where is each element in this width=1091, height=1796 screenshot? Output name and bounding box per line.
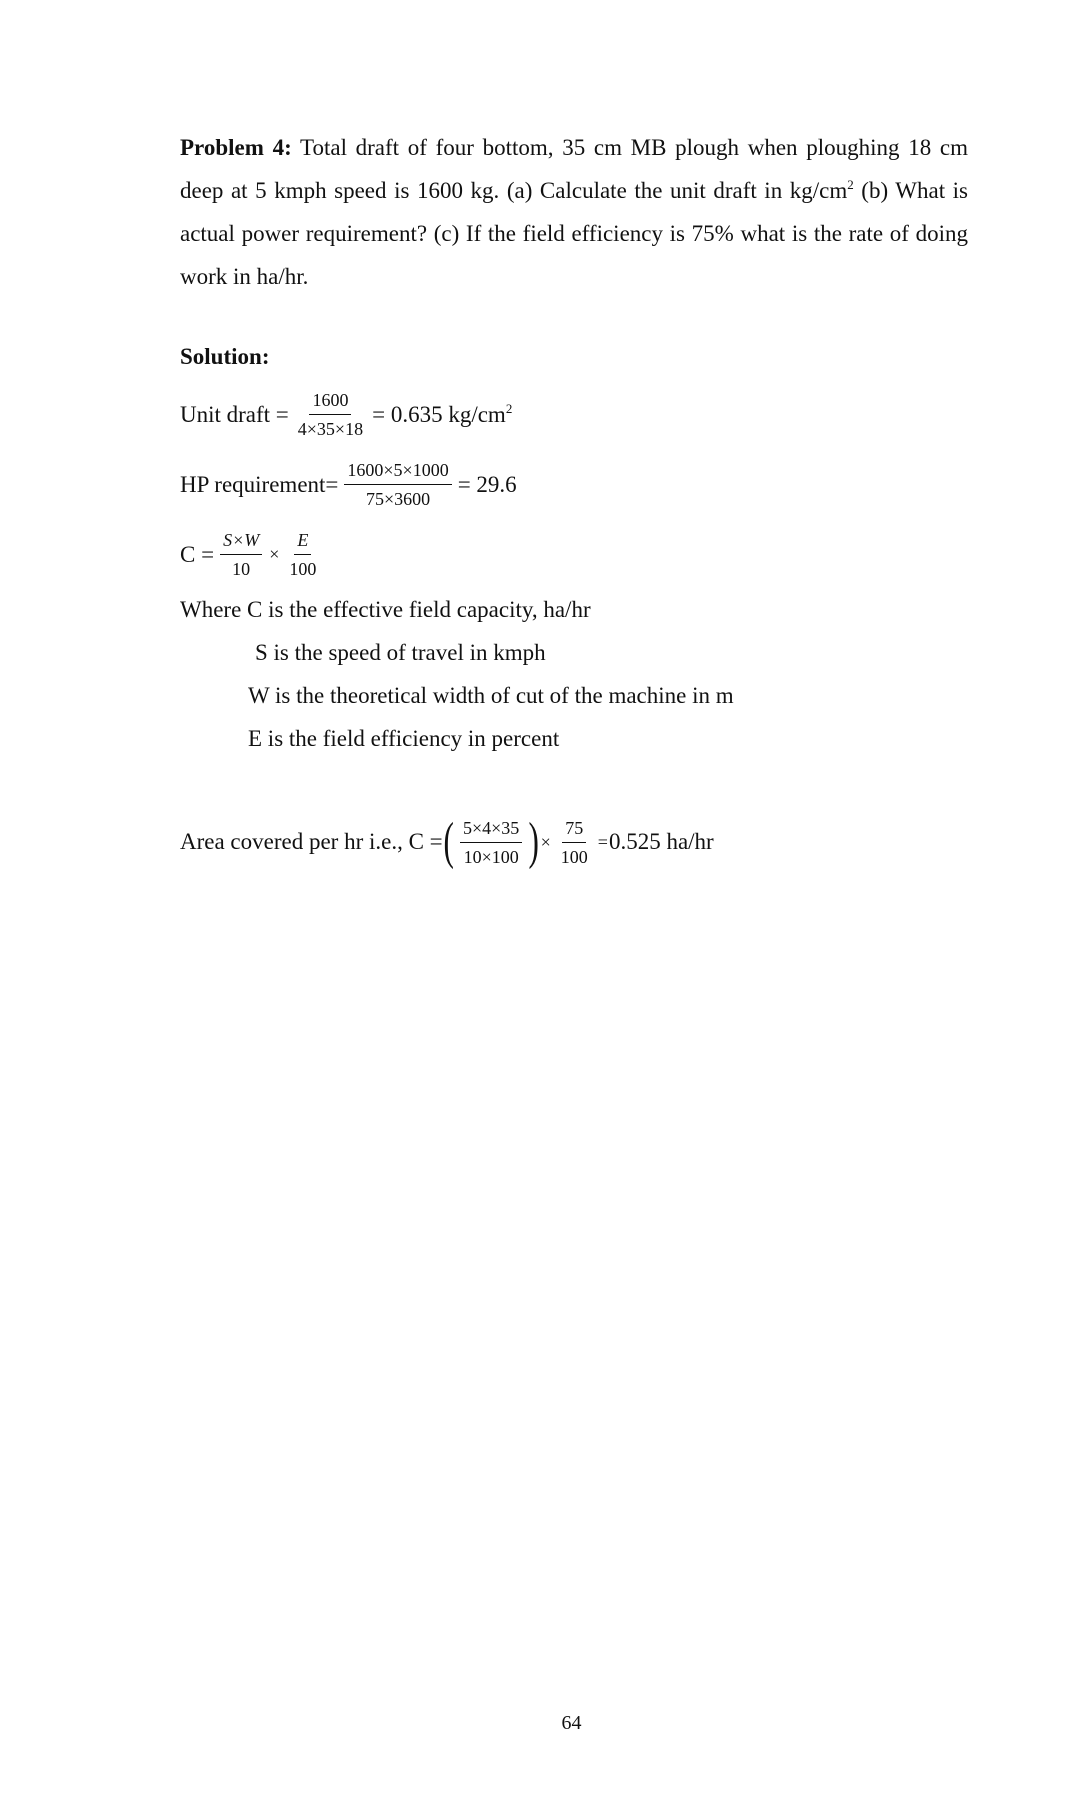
hp-requirement-label: HP requirement= bbox=[180, 471, 339, 497]
capacity-fraction-2-numerator: E bbox=[297, 530, 309, 550]
unit-draft-fraction bbox=[295, 389, 366, 440]
capacity-formula bbox=[180, 529, 325, 580]
close-parenthesis: ) bbox=[528, 813, 540, 870]
problem-label: Problem 4: bbox=[180, 135, 292, 160]
hp-requirement-denominator: 75×3600 bbox=[365, 489, 431, 509]
area-fraction-1-numerator: 5×4×35 bbox=[460, 817, 522, 843]
hp-requirement-result: = 29.6 bbox=[457, 471, 517, 497]
area-fraction-2 bbox=[558, 817, 591, 868]
area-label: Area covered per hr i.e., C = bbox=[180, 829, 443, 854]
hp-requirement-numerator: 1600×5×1000 bbox=[344, 459, 451, 485]
solution-heading: Solution: bbox=[180, 344, 270, 369]
area-result: 0.525 ha/hr bbox=[608, 829, 714, 854]
problem-text-end: (b) What is actual power requirement? (c) If the field efficiency is 75% what is the rate of doing work in ha/hr. bbox=[180, 178, 968, 289]
capacity-formula-label: C = bbox=[180, 541, 215, 567]
page-number: 64 bbox=[561, 1712, 582, 1734]
capacity-fraction-1-numerator: S×W bbox=[223, 530, 260, 550]
unit-draft-equation bbox=[180, 389, 512, 440]
where-line-w: W is the theoretical width of cut of the machine in m bbox=[248, 683, 734, 708]
where-line-e: E is the field efficiency in percent bbox=[248, 726, 560, 751]
area-times-symbol: × bbox=[540, 831, 551, 852]
where-line-s: S is the speed of travel in kmph bbox=[255, 640, 546, 665]
area-fraction-1 bbox=[460, 817, 522, 868]
problem-text: Total draft of four bottom, 35 cm MB plough when ploughing 18 cm deep at 5 kmph speed is 1600 kg. (a) Calculate the unit draft in kg/cm bbox=[180, 135, 968, 203]
hp-requirement-fraction bbox=[344, 459, 451, 510]
problem-text-sup: 2 bbox=[847, 177, 854, 192]
problem-statement bbox=[180, 126, 968, 298]
unit-draft-denominator: 4×35×18 bbox=[297, 419, 364, 439]
open-parenthesis: ( bbox=[443, 813, 454, 870]
capacity-fraction-2 bbox=[286, 529, 319, 580]
area-fraction-1-denominator: 10×100 bbox=[463, 846, 519, 867]
area-fraction-2-numerator: 75 bbox=[562, 817, 586, 843]
capacity-fraction-2-denominator: 100 bbox=[289, 559, 317, 579]
times-symbol: × bbox=[269, 544, 280, 564]
area-equation bbox=[180, 813, 714, 870]
where-line-c: Where C is the effective field capacity, ha/hr bbox=[180, 597, 591, 622]
area-fraction-2-denominator: 100 bbox=[560, 846, 588, 867]
unit-draft-result: = 0.635 $kg/cm^2$ bbox=[372, 400, 513, 427]
hp-requirement-equation bbox=[180, 459, 517, 510]
capacity-fraction-1-denominator: 10 bbox=[232, 559, 251, 579]
unit-draft-label: Unit draft = bbox=[180, 401, 289, 427]
area-equals-symbol: = bbox=[597, 831, 608, 852]
unit-draft-numerator: 1600 bbox=[309, 389, 351, 415]
capacity-fraction-1 bbox=[220, 529, 262, 580]
